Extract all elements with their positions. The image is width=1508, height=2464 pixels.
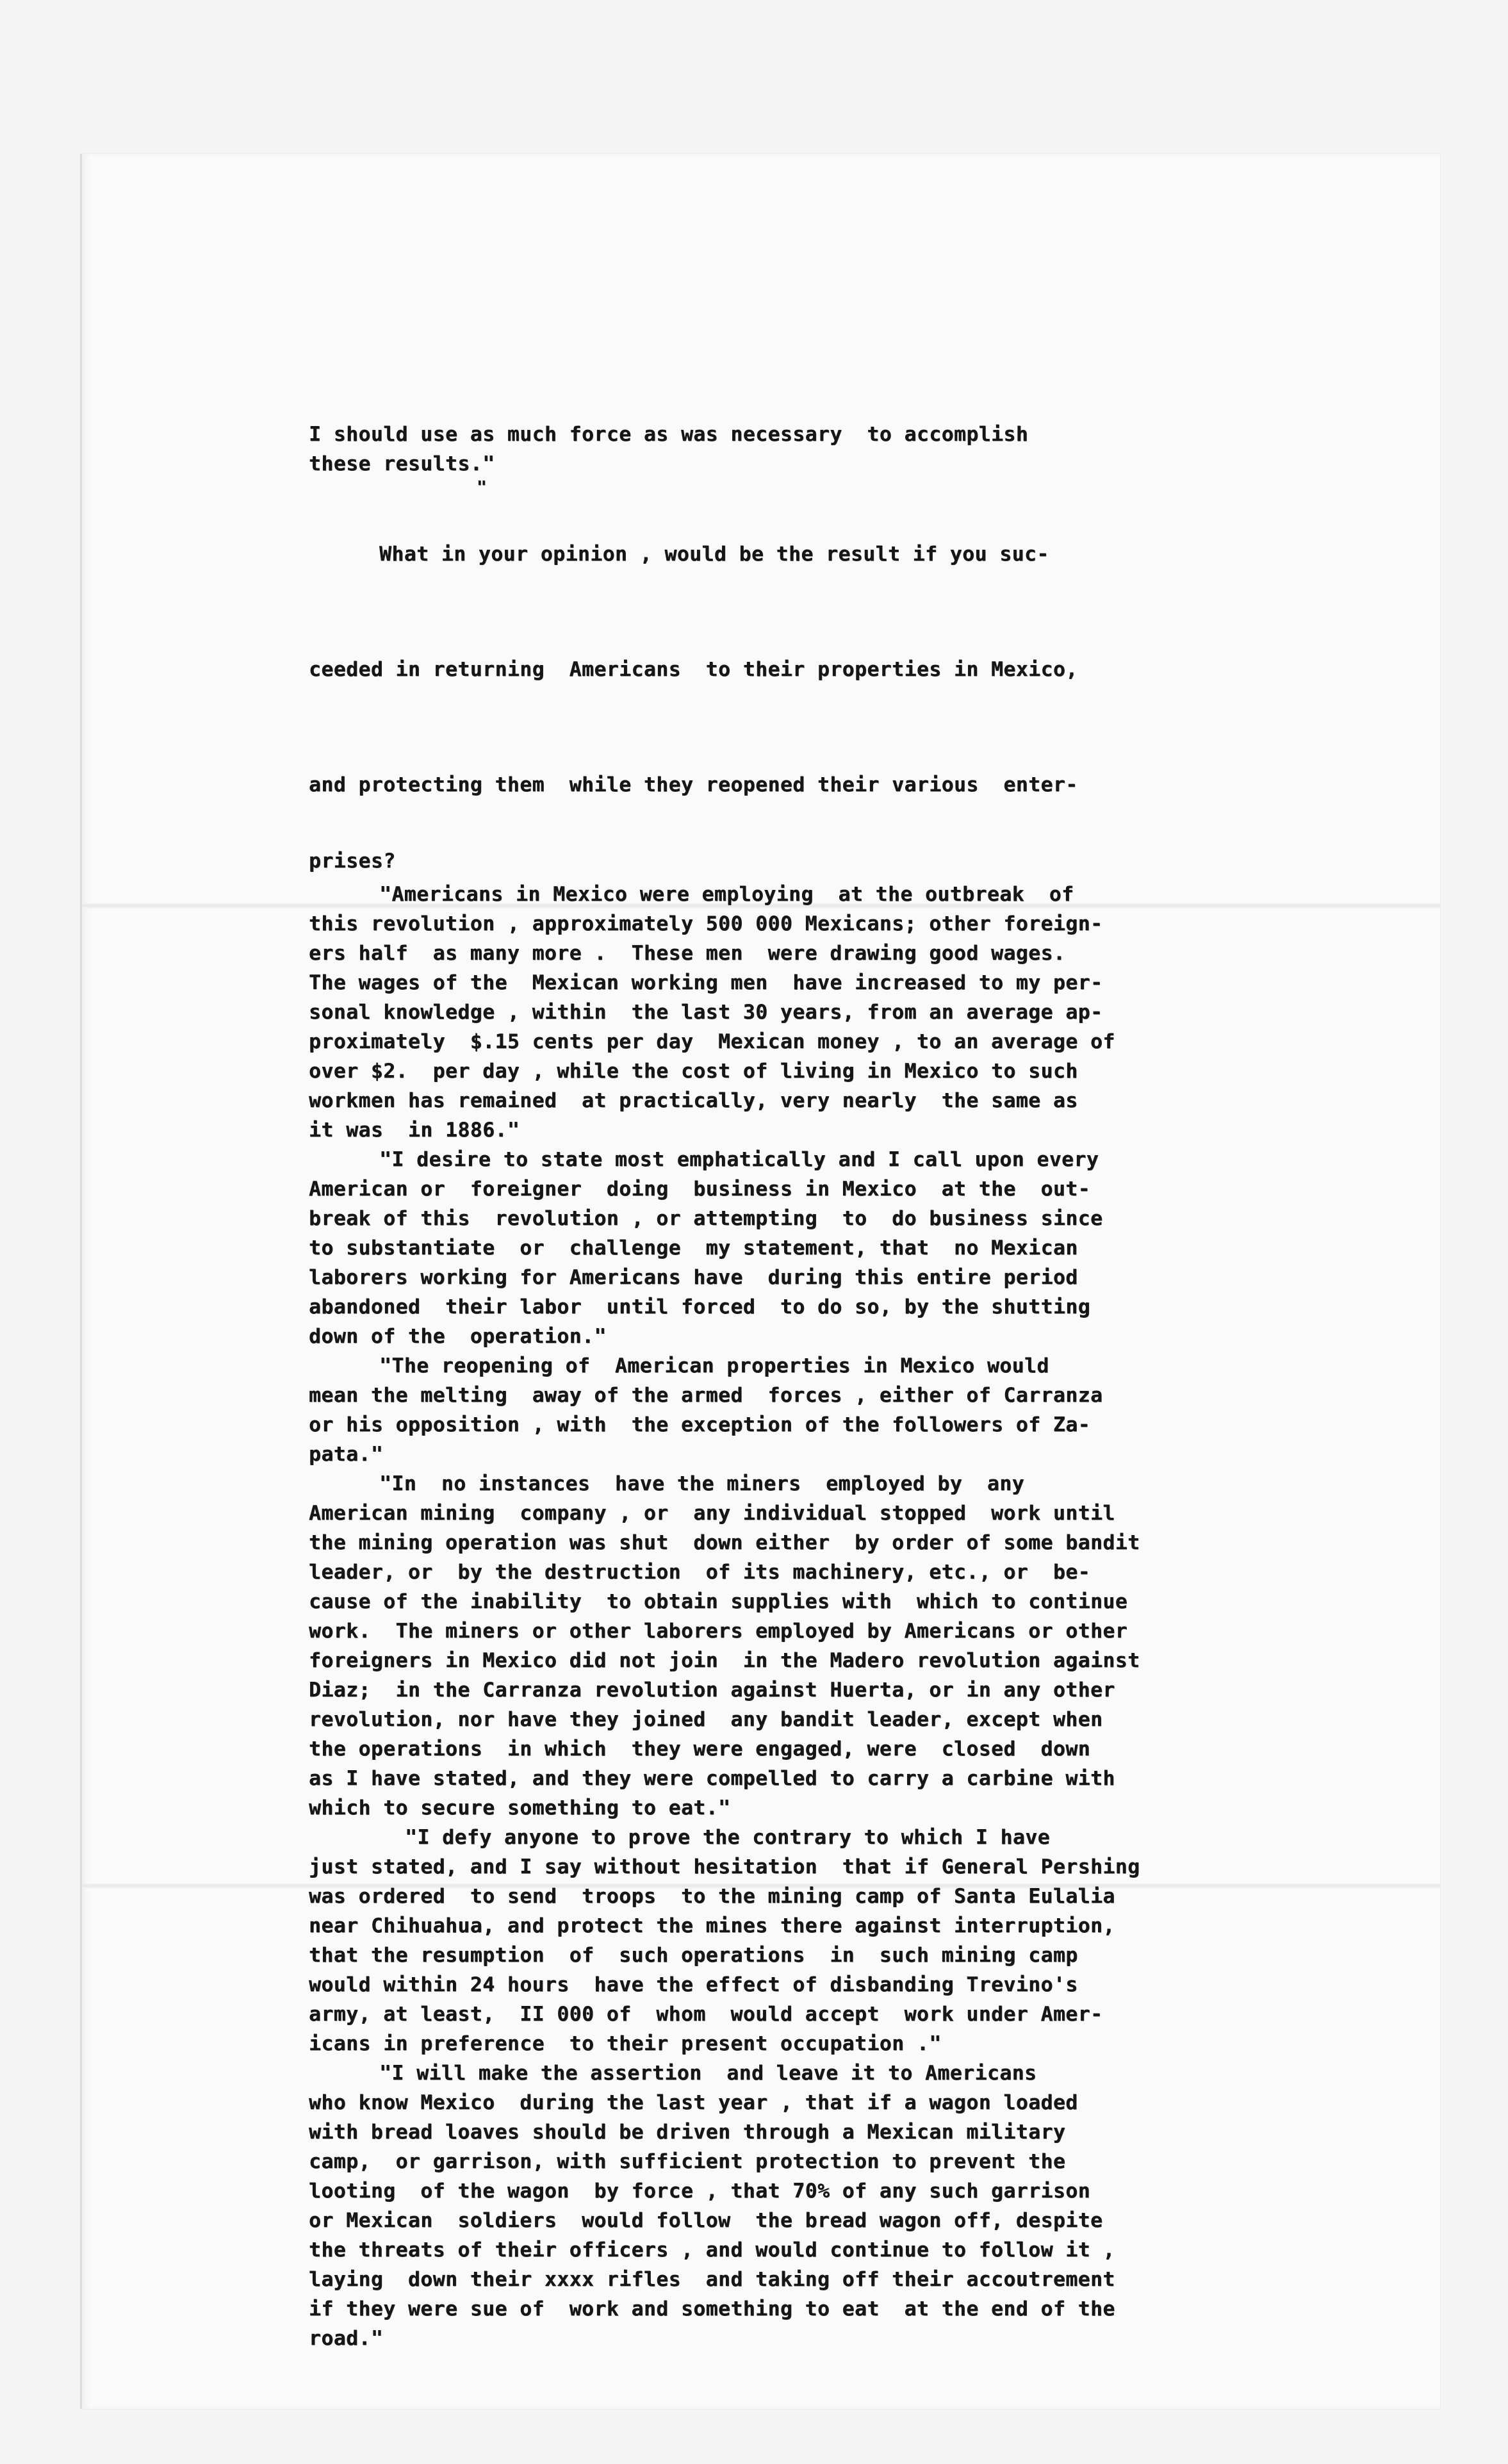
text-line: camp, or garrison, with sufficient protection to prevent the [309,2150,1066,2173]
text-line: as I have stated, and they were compelled to carry a carbine with [309,1767,1115,1790]
text-line: that the resumption of such operations in such mining camp [309,1944,1078,1967]
text-line: the mining operation was shut down either by order of some bandit [309,1531,1140,1554]
text-line: the operations in which they were engaged, were closed down [309,1737,1090,1761]
text-line: The wages of the Mexican working men have increased to my per- [309,971,1103,994]
text-line: revolution, nor have they joined any bandit leader, except when [309,1708,1103,1731]
text-line: which to secure something to eat." [309,1796,731,1819]
text-line: or his opposition , with the exception of the followers of Za- [309,1413,1090,1436]
text-line: proximately $.15 cents per day Mexican money , to an average of [309,1030,1115,1053]
text-line: down of the operation." [309,1325,607,1348]
text-line: icans in preference to their present occupation ." [309,2032,942,2055]
text-line: it was in 1886." [309,1119,520,1142]
text-line: this revolution , approximately 500 000 Mexicans; other foreign- [309,912,1103,935]
text-line: " [477,478,488,497]
text-line: army, at least, II 000 of whom would accept work under Amer- [309,2003,1103,2026]
text-line: leader, or by the destruction of its machinery, etc., or be- [309,1561,1090,1584]
text-line: laborers working for Americans have during this entire period [309,1266,1078,1289]
text-line: would within 24 hours have the effect of disbanding Trevino's [309,1973,1078,1996]
text-line: foreigners in Mexico did not join in the Madero revolution against [309,1649,1140,1672]
text-line: was ordered to send troops to the mining camp of Santa Eulalia [309,1885,1115,1908]
text-line: over $2. per day , while the cost of living in Mexico to such [309,1060,1078,1083]
text-line: who know Mexico during the last year , that if a wagon loaded [309,2091,1078,2114]
text-line: sonal knowledge , within the last 30 years, from an average ap- [309,1001,1103,1024]
text-line: "The reopening of American properties in Mexico would [379,1354,1049,1377]
text-line: American or foreigner doing business in Mexico at the out- [309,1178,1090,1201]
text-line: "I desire to state most emphatically and I call upon every [379,1148,1099,1171]
text-line: "I defy anyone to prove the contrary to which I have [405,1826,1050,1849]
text-line: break of this revolution , or attempting to do business since [309,1207,1103,1230]
text-line: work. The miners or other laborers employed by Americans or other [309,1620,1128,1643]
text-line: laying down their xxxx rifles and taking off their accoutrement [309,2268,1115,2291]
text-line: Diaz; in the Carranza revolution against Huerta, or in any other [309,1679,1115,1702]
text-line: or Mexican soldiers would follow the bread wagon off, despite [309,2209,1103,2232]
text-line: road." [309,2327,384,2350]
typewritten-text-body [309,420,1334,2353]
text-line: to substantiate or challenge my statement, that no Mexican [309,1236,1078,1260]
text-line: these results." [309,452,495,475]
text-line: looting of the wagon by force , that 70% of any such garrison [309,2180,1090,2203]
text-line: ers half as many more . These men were drawing good wages. [309,942,1066,965]
text-line: and protecting them while they reopened their various enter- [309,773,1078,796]
text-line: prises? [309,850,396,873]
text-line: mean the melting away of the armed forces , either of Carranza [309,1384,1103,1407]
text-line: "Americans in Mexico were employing at the outbreak of [379,883,1074,906]
text-line: with bread loaves should be driven through a Mexican military [309,2121,1066,2144]
text-line: just stated, and I say without hesitation that if General Pershing [309,1855,1140,1878]
text-line: if they were sue of work and something to eat at the end of the [309,2297,1115,2320]
text-line: I should use as much force as was necessary to accomplish [309,423,1029,446]
text-line: American mining company , or any individual stopped work until [309,1502,1115,1525]
text-line: "In no instances have the miners employed by any [379,1472,1024,1495]
text-line: abandoned their labor until forced to do so, by the shutting [309,1295,1090,1318]
text-line: What in your opinion , would be the result if you suc- [379,543,1049,566]
text-line: ceeded in returning Americans to their properties in Mexico, [309,658,1078,681]
text-line: the threats of their officers , and would continue to follow it , [309,2238,1115,2262]
text-line: cause of the inability to obtain supplies with which to continue [309,1590,1128,1613]
text-line: pata." [309,1443,384,1466]
text-line: "I will make the assertion and leave it to Americans [379,2062,1037,2085]
text-line: near Chihuahua, and protect the mines there against interruption, [309,1914,1115,1937]
text-line: workmen has remained at practically, very nearly the same as [309,1089,1078,1112]
